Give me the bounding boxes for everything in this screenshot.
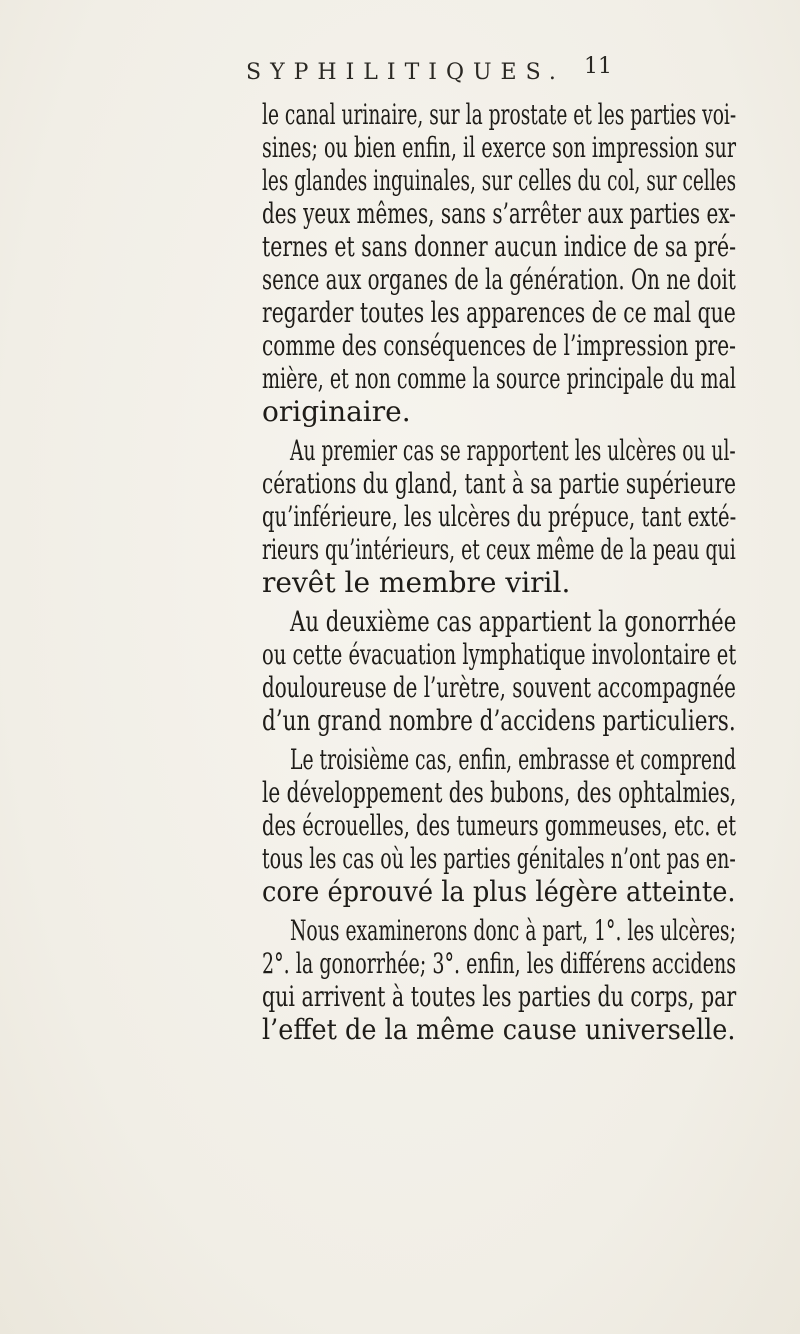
text-line: douloureuse de l’urètre, souvent accompagnée (262, 671, 736, 704)
text-line: revêt le membre viril. (262, 566, 571, 599)
text-line: comme des conséquences de l’impression pre- (262, 329, 736, 362)
text-line: cérations du gland, tant à sa partie supérieure (262, 467, 737, 500)
text-line: mière, et non comme la source principale du mal (262, 362, 736, 395)
text-line: l’effet de la même cause universelle. (262, 1013, 736, 1046)
text-line: core éprouvé la plus légère atteinte. (262, 875, 736, 908)
text-line: le développement des bubons, des ophtalmies, (262, 776, 737, 809)
text-line: le canal urinaire, sur la prostate et les parties voi- (262, 98, 737, 131)
text-line: sines; ou bien enfin, il exerce son impression sur (262, 131, 737, 164)
running-title: SYPHILITIQUES. (246, 60, 565, 85)
text-line: originaire. (262, 395, 411, 428)
text-line: des écrouelles, des tumeurs gommeuses, etc. et (262, 809, 737, 842)
text-line: ternes et sans donner aucun indice de sa pré- (262, 230, 737, 263)
text-line: qu’inférieure, les ulcères du prépuce, tant exté- (262, 500, 737, 533)
text-line: sence aux organes de la génération. On ne doit (262, 263, 736, 296)
text-line: 2°. la gonorrhée; 3°. enfin, les différens accidens (262, 947, 737, 980)
text-line: Au premier cas se rapportent les ulcères ou ul- (290, 434, 736, 467)
text-line: rieurs qu’intérieurs, et ceux même de la peau qui (262, 533, 736, 566)
text-line: qui arrivent à toutes les parties du corps, par (262, 980, 737, 1013)
text-line: Au deuxième cas appartient la gonorrhée (290, 605, 737, 638)
text-line: d’un grand nombre d’accidens particuliers. (262, 704, 736, 737)
running-head (246, 54, 646, 96)
text-line: ou cette évacuation lymphatique involontaire et (262, 638, 737, 671)
text-line: Nous examinerons donc à part, 1°. les ulcères; (290, 914, 736, 947)
page-number: 11 (584, 54, 612, 79)
text-line: les glandes inguinales, sur celles du col, sur celles (262, 164, 737, 197)
text-line: tous les cas où les parties génitales n’ont pas en- (262, 842, 736, 875)
text-line: regarder toutes les apparences de ce mal que (262, 296, 736, 329)
text-line: des yeux mêmes, sans s’arrêter aux parties ex- (262, 197, 736, 230)
text-line: Le troisième cas, enfin, embrasse et comprend (290, 743, 737, 776)
